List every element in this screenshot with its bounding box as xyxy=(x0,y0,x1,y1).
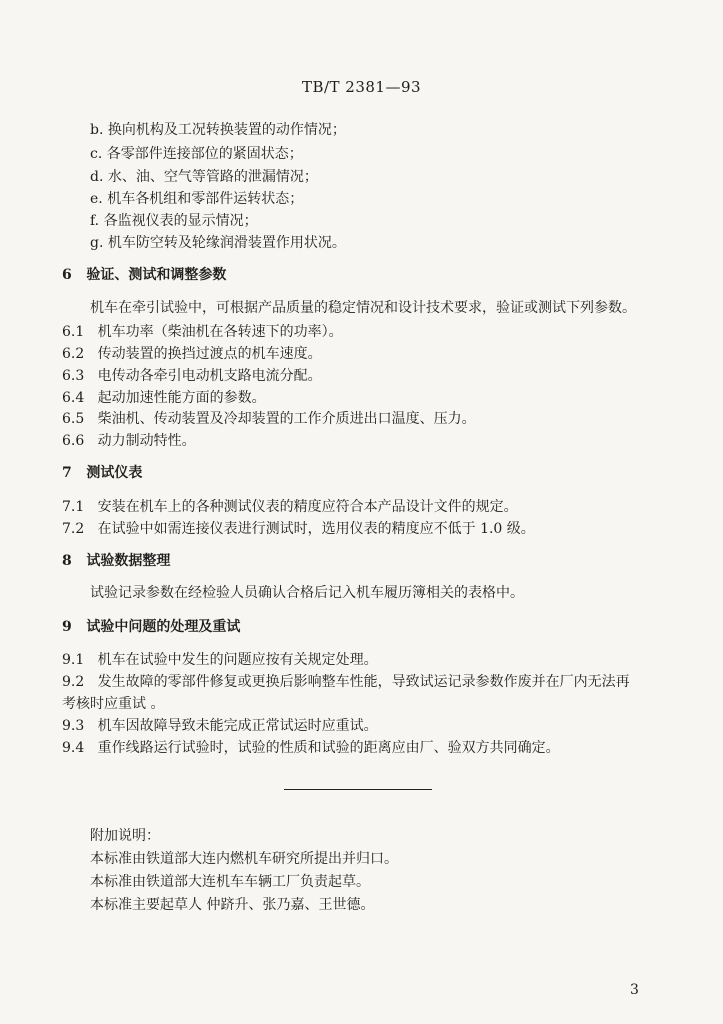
clause-item xyxy=(62,497,518,517)
clause-text: 在试验中如需连接仪表进行测试时，选用仪表的精度应不低于 1.0 级。 xyxy=(97,521,535,537)
clause-number: 7.2 xyxy=(62,521,85,537)
clause-number: 9.4 xyxy=(62,740,85,756)
notes-line: 本标准由铁道部大连机车车辆工厂负责起草。 xyxy=(90,874,370,890)
clause-text: 电传动各牵引电动机支路电流分配。 xyxy=(97,368,322,384)
clause-number: 6.5 xyxy=(62,411,85,427)
clause-item xyxy=(62,738,560,758)
list-key: g. xyxy=(90,235,104,251)
section-8-text: 试验记录参数在经检验人员确认合格后记入机车履历簿相关的表格中。 xyxy=(90,585,524,601)
list-item xyxy=(90,211,258,231)
clause-item xyxy=(62,672,630,692)
end-rule xyxy=(284,789,432,790)
standard-number-header: TB/T 2381—93 xyxy=(301,78,422,96)
list-text: 各监视仪表的显示情况； xyxy=(103,213,258,229)
list-text: 水、油、空气等管路的泄漏情况； xyxy=(107,169,318,185)
section-number: 6 xyxy=(62,267,72,283)
list-key: e. xyxy=(90,191,103,207)
clause-number: 6.6 xyxy=(62,433,85,449)
section-title: 验证、测试和调整参数 xyxy=(86,267,227,283)
clause-item xyxy=(62,650,378,670)
clause-text: 动力制动特性。 xyxy=(97,433,196,449)
clause-item xyxy=(62,322,343,342)
clause-text: 机车功率（柴油机在各转速下的功率）。 xyxy=(97,324,343,340)
list-key: f. xyxy=(90,213,100,229)
section-title: 试验中问题的处理及重试 xyxy=(86,619,241,635)
clause-text: 起动加速性能方面的参数。 xyxy=(97,390,266,406)
section-title: 试验数据整理 xyxy=(86,553,171,569)
section-8-heading xyxy=(62,551,170,571)
list-item xyxy=(90,144,303,164)
list-key: c. xyxy=(90,146,103,162)
section-6-heading xyxy=(62,265,226,285)
clause-continuation: 考核时应重试 。 xyxy=(62,696,165,712)
clause-number: 9.3 xyxy=(62,718,85,734)
list-text: 换向机构及工况转换装置的动作情况； xyxy=(107,122,346,138)
list-key: d. xyxy=(90,169,104,185)
list-text: 机车防空转及轮缘润滑装置作用状况。 xyxy=(107,235,346,251)
section-7-heading xyxy=(62,463,142,483)
clause-item xyxy=(62,366,322,386)
section-6-intro: 机车在牵引试验中，可根据产品质量的稳定情况和设计技术要求，验证或测试下列参数。 xyxy=(90,300,636,316)
list-item xyxy=(90,120,346,140)
clause-item xyxy=(62,519,535,539)
clause-number: 9.1 xyxy=(62,652,85,668)
section-9-heading xyxy=(62,617,240,637)
list-text: 机车各机组和零部件运转状态； xyxy=(107,191,304,207)
clause-number: 7.1 xyxy=(62,499,85,515)
section-title: 测试仪表 xyxy=(86,465,143,481)
clause-number: 6.2 xyxy=(62,346,85,362)
list-item xyxy=(90,233,346,253)
clause-text: 重作线路运行试验时，试验的性质和试验的距离应由厂、验双方共同确定。 xyxy=(97,740,560,756)
section-number: 9 xyxy=(62,619,72,635)
notes-title: 附加说明： xyxy=(90,828,160,844)
clause-number: 6.4 xyxy=(62,390,85,406)
clause-text: 传动装置的换挡过渡点的机车速度。 xyxy=(97,346,322,362)
clause-text: 柴油机、传动装置及冷却装置的工作介质进出口温度、压力。 xyxy=(97,411,476,427)
clause-text: 机车因故障导致未能完成正常试运时应重试。 xyxy=(97,718,378,734)
clause-item xyxy=(62,409,476,429)
clause-number: 6.3 xyxy=(62,368,85,384)
section-number: 8 xyxy=(62,553,72,569)
notes-line: 本标准由铁道部大连内燃机车研究所提出并归口。 xyxy=(90,851,398,867)
list-key: b. xyxy=(90,122,104,138)
clause-text: 发生故障的零部件修复或更换后影响整车性能，导致试运记录参数作废并在厂内无法再 xyxy=(97,674,630,690)
clause-text: 机车在试验中发生的问题应按有关规定处理。 xyxy=(97,652,378,668)
clause-item xyxy=(62,716,378,736)
clause-number: 9.2 xyxy=(62,674,85,690)
clause-item xyxy=(62,431,196,451)
section-number: 7 xyxy=(62,465,72,481)
notes-line: 本标准主要起草人 仲跻升、张乃嘉、王世德。 xyxy=(90,897,375,913)
clause-item xyxy=(62,388,266,408)
clause-number: 6.1 xyxy=(62,324,85,340)
page-number: 3 xyxy=(630,982,639,998)
clause-text: 安装在机车上的各种测试仪表的精度应符合本产品设计文件的规定。 xyxy=(97,499,518,515)
list-item xyxy=(90,189,303,209)
clause-item xyxy=(62,344,322,364)
list-text: 各零部件连接部位的紧固状态； xyxy=(106,146,303,162)
list-item xyxy=(90,167,318,187)
